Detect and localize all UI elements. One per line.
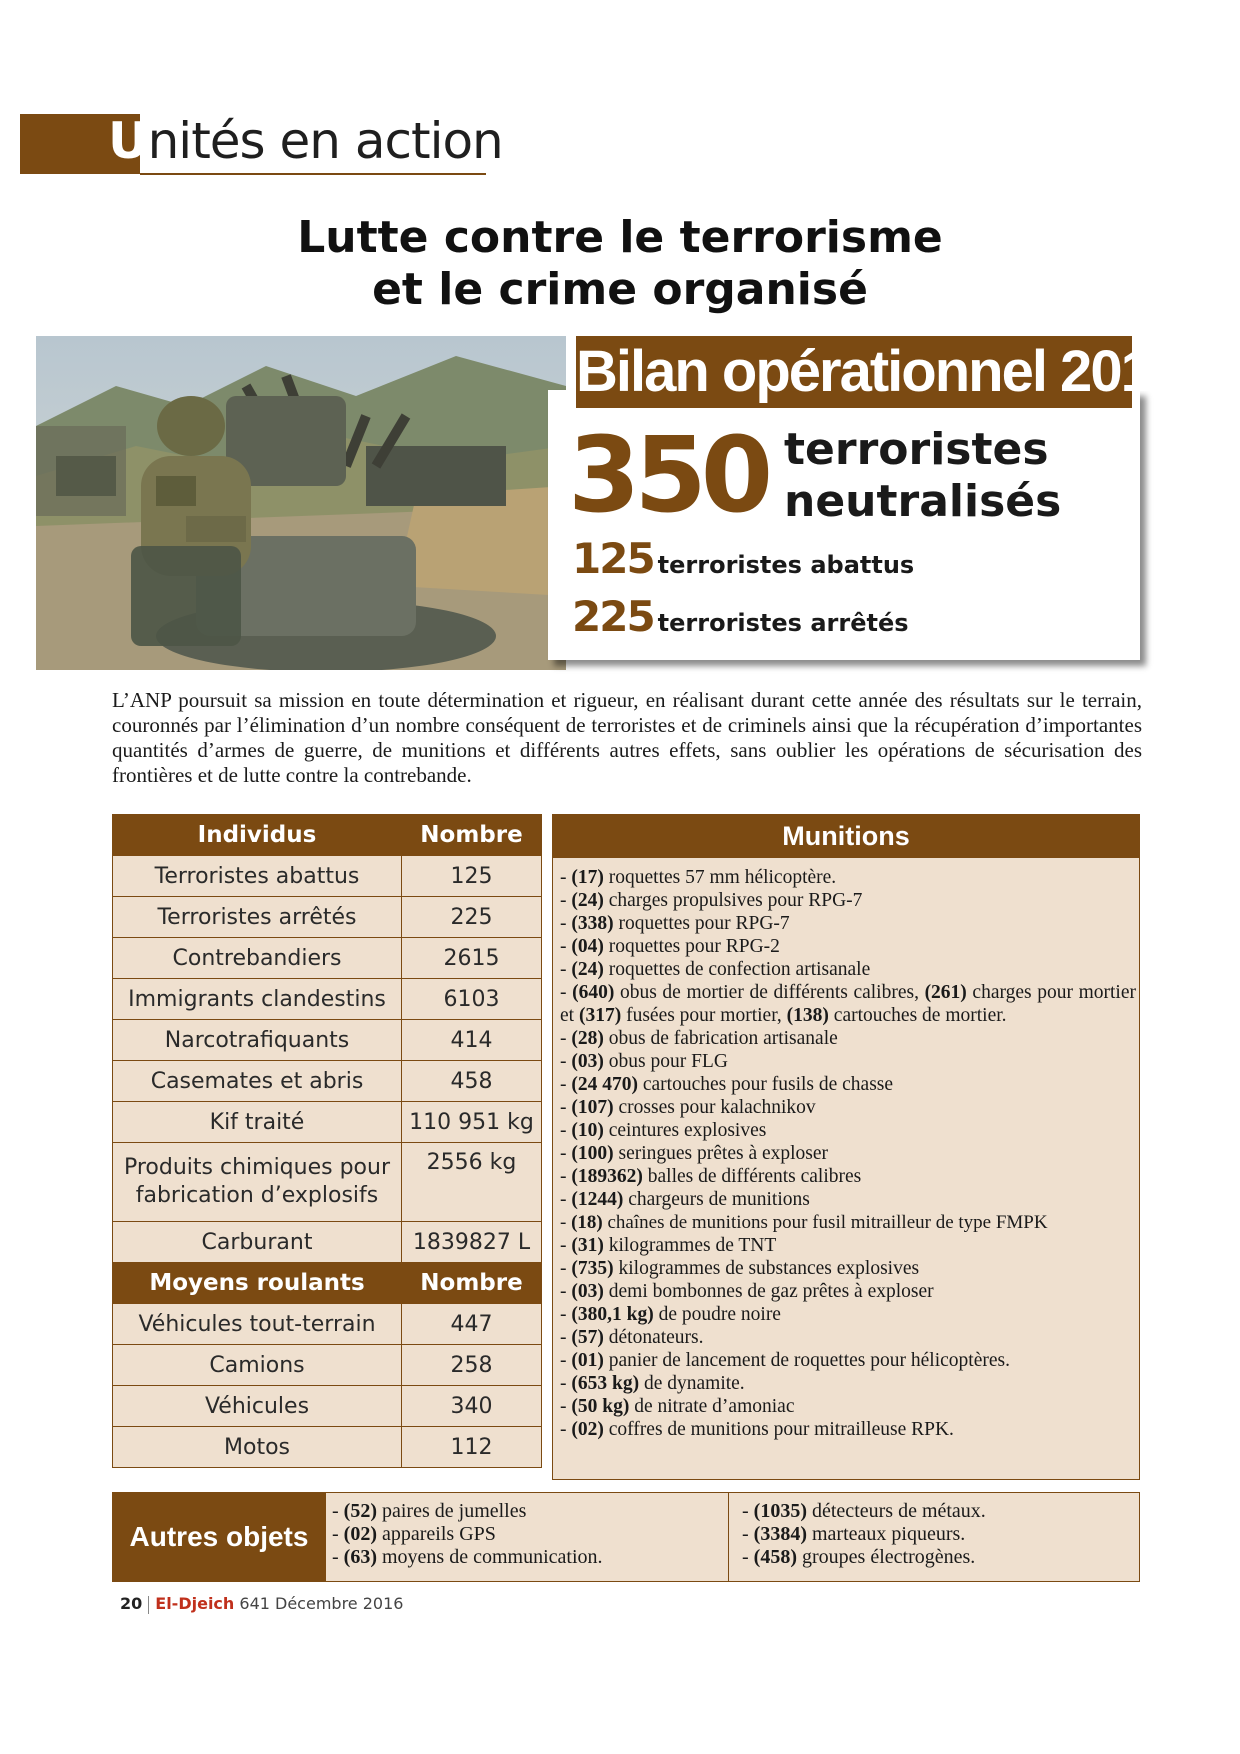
autres-divider	[728, 1492, 729, 1582]
list-item: - (189362) balles de différents calibres	[560, 1166, 862, 1187]
footer-separator	[148, 1596, 149, 1614]
autres-column-2	[742, 1500, 986, 1569]
arrested-row	[572, 592, 909, 641]
individus-header: Individus	[113, 815, 402, 856]
list-item: - (31) kilogrammes de TNT	[560, 1235, 777, 1256]
arrested-label: terroristes arrêtés	[657, 609, 909, 637]
table-row: Narcotrafiquants 414	[113, 1020, 542, 1061]
list-item: - (01) panier de lancement de roquettes pour hélicoptères.	[560, 1350, 1010, 1371]
bilan-banner: Bilan opérationnel 2016	[576, 336, 1132, 408]
table-row: Camions 258	[113, 1345, 542, 1386]
headline	[0, 212, 1240, 316]
individus-table	[112, 814, 542, 1468]
list-item: - (735) kilogrammes de substances explosives	[560, 1258, 920, 1279]
page-number: 20	[120, 1594, 143, 1613]
nombre-header: Nombre	[402, 815, 542, 856]
list-item: - (17) roquettes 57 mm hélicoptère.	[560, 867, 837, 888]
table-header-row	[113, 1263, 542, 1304]
table-row: Véhicules tout-terrain 447	[113, 1304, 542, 1345]
neutralized-count: 350	[568, 414, 768, 536]
table-row: Motos 112	[113, 1427, 542, 1468]
magazine-name: El-Djeich	[155, 1594, 235, 1613]
list-item: - (50 kg) de nitrate d’amoniac	[560, 1396, 795, 1417]
list-item: - (63) moyens de communication.	[332, 1546, 603, 1568]
list-item: - (380,1 kg) de poudre noire	[560, 1304, 781, 1325]
munitions-title: Munitions	[552, 814, 1140, 858]
list-item: - (57) détonateurs.	[560, 1327, 704, 1348]
intro-paragraph: L’ANP poursuit sa mission en toute détermination et rigueur, en réalisant durant cette année des résultats sur le terrain, couronnés par l’élimination d’un nombre conséquent de terroristes et de criminels ainsi que la récupération d’importantes quantités d’armes de guerre, de munitions et différents autres effets, sans oublier les opérations de sécurisation des frontières et de lutte contre la contrebande.	[112, 688, 1142, 787]
table-row: Terroristes arrêtés 225	[113, 897, 542, 938]
table-row: Immigrants clandestins 6103	[113, 979, 542, 1020]
list-item: - (1244) chargeurs de munitions	[560, 1189, 810, 1210]
list-item: - (02) coffres de munitions pour mitrailleuse RPK.	[560, 1419, 954, 1440]
munitions-list	[560, 866, 1136, 1441]
list-item: - (107) crosses pour kalachnikov	[560, 1097, 816, 1118]
list-item: - (02) appareils GPS	[332, 1523, 496, 1545]
table-row: Casemates et abris 458	[113, 1061, 542, 1102]
issue-info: 641 Décembre 2016	[239, 1594, 404, 1613]
table-row: Contrebandiers 2615	[113, 938, 542, 979]
list-item: - (10) ceintures explosives	[560, 1120, 767, 1141]
list-item: - (338) roquettes pour RPG-7	[560, 913, 790, 934]
killed-row	[572, 534, 914, 583]
killed-count: 125	[572, 534, 654, 583]
table-row: Produits chimiques pour fabrication d’explosifs 2556 kg	[113, 1143, 542, 1222]
table-row: Véhicules 340	[113, 1386, 542, 1427]
list-item: - (28) obus de fabrication artisanale	[560, 1028, 838, 1049]
section-underline	[140, 173, 486, 175]
headline-line-1: Lutte contre le terrorisme	[297, 212, 943, 263]
list-item: - (03) obus pour FLG	[560, 1051, 728, 1072]
list-item: - (24) charges propulsives pour RPG-7	[560, 890, 863, 911]
autres-column-1	[332, 1500, 603, 1569]
page-footer	[120, 1594, 403, 1614]
list-item: - (24) roquettes de confection artisanale	[560, 959, 871, 980]
section-title: Unités en action	[108, 112, 503, 170]
list-item: - (640) obus de mortier de différents calibres, (261) charges pour mortier et (317) fusées pour mortier, (138) cartouches de mortier.	[560, 982, 1136, 1026]
list-item: - (18) chaînes de munitions pour fusil mitrailleur de type FMPK	[560, 1212, 1048, 1233]
list-item: - (458) groupes électrogènes.	[742, 1546, 976, 1568]
list-item: - (04) roquettes pour RPG-2	[560, 936, 780, 957]
list-item: - (03) demi bombonnes de gaz prêtes à exploser	[560, 1281, 934, 1302]
moyens-header: Moyens roulants	[113, 1263, 402, 1304]
table-header-row	[113, 815, 542, 856]
list-item: - (3384) marteaux piqueurs.	[742, 1523, 966, 1545]
list-item: - (653 kg) de dynamite.	[560, 1373, 745, 1394]
autres-objets-title: Autres objets	[112, 1492, 326, 1582]
list-item: - (24 470) cartouches pour fusils de chasse	[560, 1074, 894, 1095]
list-item: - (1035) détecteurs de métaux.	[742, 1500, 986, 1522]
killed-label: terroristes abattus	[657, 551, 915, 579]
neutralized-label: terroristes neutralisés	[784, 424, 1062, 527]
list-item: - (52) paires de jumelles	[332, 1500, 527, 1522]
headline-line-2: et le crime organisé	[372, 264, 868, 315]
soldier-photo	[36, 336, 566, 670]
table-row: Terroristes abattus 125	[113, 856, 542, 897]
nombre-header: Nombre	[402, 1263, 542, 1304]
table-row: Kif traité 110 951 kg	[113, 1102, 542, 1143]
arrested-count: 225	[572, 592, 654, 641]
list-item: - (100) seringues prêtes à exploser	[560, 1143, 829, 1164]
table-row: Carburant 1839827 L	[113, 1222, 542, 1263]
